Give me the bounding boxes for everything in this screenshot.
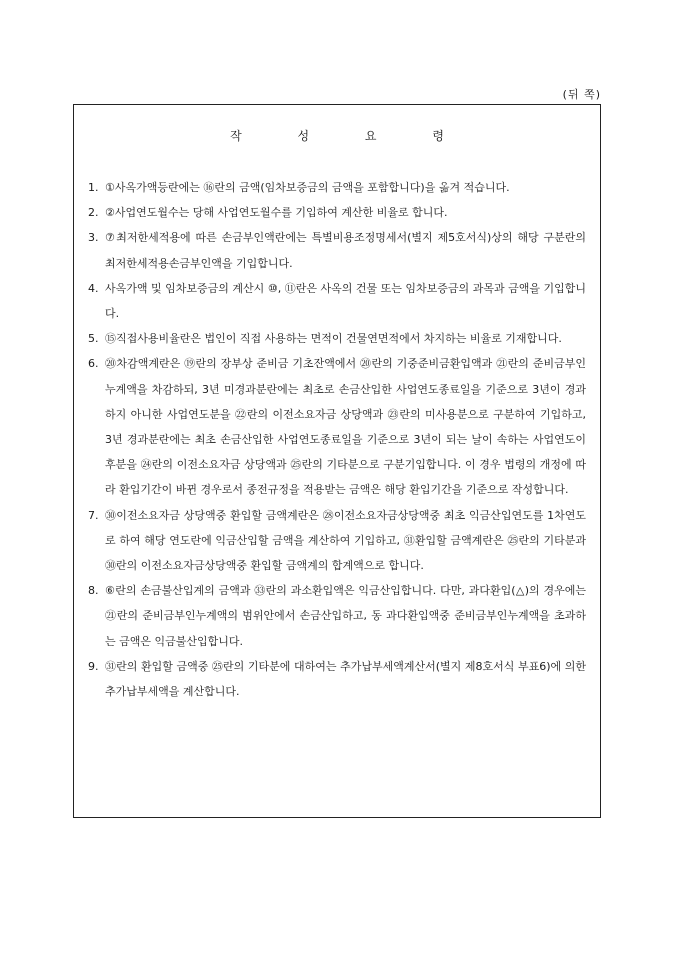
instructions-frame	[73, 104, 601, 818]
instruction-number: 1.	[88, 181, 99, 194]
instruction-text: ⑦최저한세적용에 따른 손금부인액란에는 특별비용조정명세서(별지 제5호서식)상의 해당 구분란의 최저한세적용손금부인액을 기입합니다.	[105, 231, 586, 270]
instruction-text: 사옥가액 및 임차보증금의 계산시 ⑩, ⑪란은 사옥의 건물 또는 임차보증금의 과목과 금액을 기입합니다.	[105, 281, 586, 321]
instruction-text: ⑳차감액계란은 ⑲란의 장부상 준비금 기초잔액에서 ⑳란의 기중준비금환입액과 ㉑란의 준비금부인누계액을 차감하되, 3년 미경과분란에는 최초로 손금산입한 사업연도종료일을 기준으로 3년이 경과하지 아니한 사업연도분을 ㉒란의 이전소요자금 상당액과 ㉓란의 미사용분으로 구분하여 기입하고, 3년 경과분란에는 최초 손금산입한 사업연도종료일을 기준으로 3년이 되는 날이 속하는 사업연도이후분을 ㉔란의 이전소요자금 상당액과 ㉕란의 기타분으로 구분기입합니다. 이 경우 법령의 개정에 따라 환입기간이 바뀐 경우로서 종전규정을 적용받는 금액은 해당 환입기간을 기준으로 작성합니다.	[105, 357, 586, 497]
instruction-item	[88, 326, 586, 351]
instruction-number: 6.	[88, 357, 99, 371]
instruction-item	[88, 276, 586, 326]
instruction-item	[88, 654, 586, 704]
instruction-number: 7.	[88, 508, 99, 522]
instruction-text: ㉚이전소요자금 상당액중 환입할 금액계란은 ㉘이전소요자금상당액중 최초 익금산입연도를 1차연도로 하여 해당 연도란에 익금산입할 금액을 계산하여 기입하고, ㉛환입할 금액계란은 ㉕란의 기타분과 ㉚란의 이전소요자금상당액중 환입할 금액계의 합계액으로 합니다.	[105, 508, 586, 573]
page-side-label: (뒤 쪽)	[562, 88, 601, 101]
instruction-number: 2.	[88, 206, 99, 220]
instruction-item	[88, 578, 586, 654]
instruction-item	[88, 175, 586, 200]
instructions-title: 작 성 요 령	[230, 129, 470, 143]
instruction-number: 5.	[88, 332, 99, 346]
instruction-item	[88, 503, 586, 579]
instruction-text: ㉛란의 환입할 금액중 ㉕란의 기타분에 대하여는 추가납부세액계산서(별지 제8호서식 부표6)에 의한 추가납부세액을 계산합니다.	[105, 659, 586, 699]
instruction-text: ②사업연도월수는 당해 사업연도월수를 기입하여 계산한 비율로 합니다.	[105, 206, 448, 220]
instruction-item	[88, 351, 586, 502]
instruction-text: ⑮직접사용비율란은 법인이 직접 사용하는 면적이 건물연면적에서 차지하는 비율로 기재합니다.	[105, 332, 562, 346]
instruction-text: ⑥란의 손금불산입계의 금액과 ㉝란의 과소환입액은 익금산입합니다. 다만, 과다환입(△)의 경우에는 ㉑란의 준비금부인누계액의 범위안에서 손금산입하고, 동 과다환입액중 준비금부인누계액을 초과하는 금액은 익금불산입합니다.	[105, 584, 586, 648]
instruction-number: 3.	[88, 231, 99, 245]
instruction-number: 4.	[88, 281, 99, 295]
instruction-number: 8.	[88, 584, 99, 598]
instruction-text: ①사옥가액등란에는 ⑯란의 금액(임차보증금의 금액을 포함합니다)을 옮겨 적습니다.	[105, 181, 510, 194]
instruction-number: 9.	[88, 659, 99, 673]
instruction-item	[88, 200, 586, 225]
instructions-list	[74, 175, 600, 704]
instruction-item	[88, 225, 586, 275]
